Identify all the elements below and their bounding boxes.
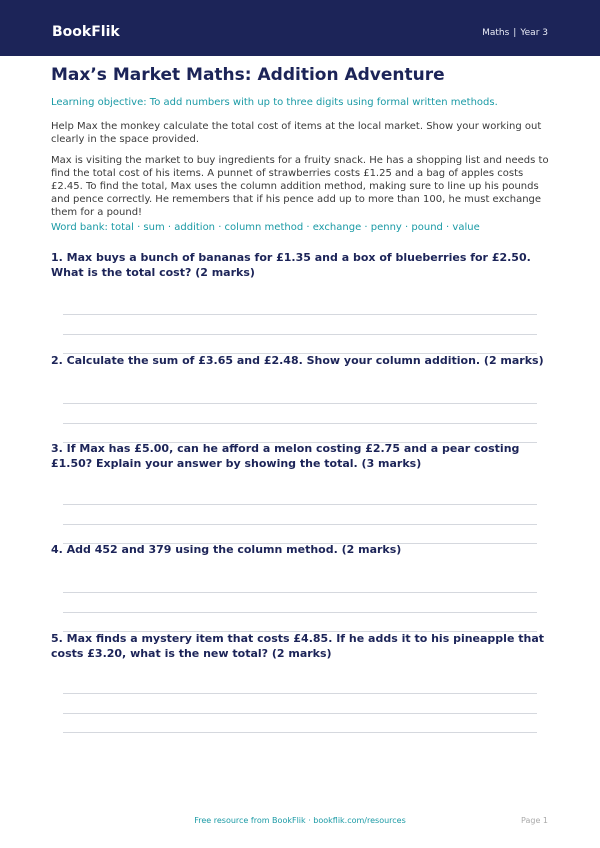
page-number: Page 1 bbox=[521, 816, 548, 825]
footer-credit: Free resource from BookFlik · bookflik.com/resources bbox=[194, 816, 406, 825]
year-label: Year 3 bbox=[520, 28, 548, 38]
answer-line[interactable] bbox=[63, 612, 537, 613]
answer-line[interactable] bbox=[63, 423, 537, 424]
question-4: 4. Add 452 and 379 using the column method. (2 marks) bbox=[51, 543, 402, 556]
answer-line[interactable] bbox=[63, 524, 537, 525]
question-3: 3. If Max has £5.00, can he afford a melon costing £2.75 and a pear costing £1.50? Explain your answer by showing the total. (3 marks) bbox=[51, 442, 520, 470]
question-1: 1. Max buys a bunch of bananas for £1.35 and a box of blueberries for £2.50. What is the total cost? (2 marks) bbox=[51, 251, 531, 279]
subject-label: Maths bbox=[482, 28, 510, 38]
question-5: 5. Max finds a mystery item that costs £4.85. If he adds it to his pineapple that costs £3.20, what is the new total? (2 marks) bbox=[51, 632, 545, 660]
subject-year-label bbox=[482, 27, 548, 39]
answer-line[interactable] bbox=[63, 713, 537, 714]
answer-line[interactable] bbox=[63, 403, 537, 404]
brand-logo: BookFlik bbox=[52, 24, 120, 40]
answer-line[interactable] bbox=[63, 334, 537, 335]
page-header bbox=[0, 0, 600, 56]
answer-line[interactable] bbox=[63, 592, 537, 593]
answer-line[interactable] bbox=[63, 693, 537, 694]
story-paragraph: Max is visiting the market to buy ingredients for a fruity snack. He has a shopping list and needs to find the total cost of his items. A punnet of strawberries costs £1.25 and a bag of apples costs £2.45. To find the total, Max uses the column addition method, making sure to line up his pounds and pence correctly. He remembers that if his pence add up to more than 100, he must exchange them for a pound! bbox=[51, 155, 549, 218]
question-2: 2. Calculate the sum of £3.65 and £2.48. Show your column addition. (2 marks) bbox=[51, 354, 544, 367]
answer-line[interactable] bbox=[63, 314, 537, 315]
worksheet-title: Max’s Market Maths: Addition Adventure bbox=[51, 65, 445, 85]
learning-objective: Learning objective: To add numbers with up to three digits using formal written methods. bbox=[51, 97, 498, 108]
intro-paragraph: Help Max the monkey calculate the total cost of items at the local market. Show your working out clearly in the space provided. bbox=[51, 121, 542, 145]
word-bank: Word bank: total · sum · addition · column method · exchange · penny · pound · value bbox=[51, 222, 480, 233]
separator: | bbox=[513, 28, 517, 38]
answer-line[interactable] bbox=[63, 732, 537, 733]
answer-line[interactable] bbox=[63, 504, 537, 505]
